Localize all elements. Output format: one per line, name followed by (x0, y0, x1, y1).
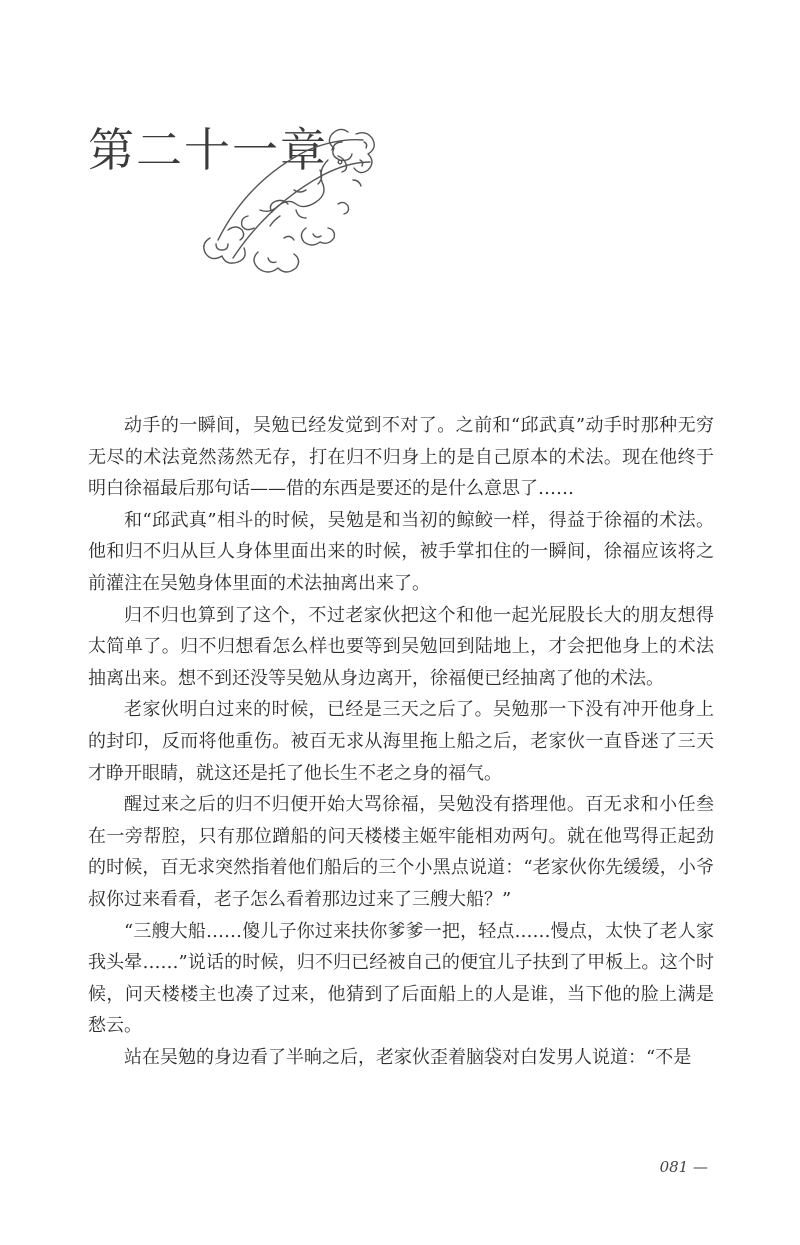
paragraph-4: 老家伙明白过来的时候，已经是三天之后了。吴勉那一下没有冲开他身上的封印，反而将他重伤。被百无求从海里拖上船之后，老家伙一直昏迷了三天才睁开眼睛，就这还是托了他长生不老之身的福气。 (88, 699, 714, 784)
chapter-body (88, 410, 714, 1073)
paragraph-7: 站在吴勉的身边看了半晌之后，老家伙歪着脑袋对白发男人说道：“不是 (124, 1046, 692, 1068)
page-number: 081 — (659, 1158, 708, 1176)
paragraph-1: 动手的一瞬间，吴勉已经发觉到不对了。之前和“邱武真”动手时那种无穷无尽的术法竟然荡然无存，打在归不归身上的是自己原本的术法。现在他终于明白徐福最后那句话——借的东西是要还的是什么意思了…… (88, 415, 714, 500)
paragraph-6: “三艘大船……傻儿子你过来扶你爹爹一把，轻点……慢点，太快了老人家我头晕……”说话的时候，归不归已经被自己的便宜儿子扶到了甲板上。这个时候，问天楼楼主也凑了过来，他猜到了后面船上的人是谁，当下他的脸上满是愁云。 (88, 920, 714, 1037)
chapter-title: 第二十一章 (88, 123, 328, 177)
paragraph-3: 归不归也算到了这个，不过老家伙把这个和他一起光屁股长大的朋友想得太简单了。归不归想看怎么样也要等到吴勉回到陆地上，才会把他身上的术法抽离出来。想不到还没等吴勉从身边离开，徐福便已经抽离了他的术法。 (88, 604, 714, 689)
cloud-dragon-icon (188, 120, 388, 280)
paragraph-2: 和“邱武真”相斗的时候，吴勉是和当初的鲸鲛一样，得益于徐福的术法。他和归不归从巨人身体里面出来的时候，被手掌扣住的一瞬间，徐福应该将之前灌注在吴勉身体里面的术法抽离出来了。 (88, 509, 714, 594)
paragraph-5: 醒过来之后的归不归便开始大骂徐福，吴勉没有搭理他。百无求和小任叁在一旁帮腔，只有那位蹭船的问天楼楼主姬牢能相劝两句。就在他骂得正起劲的时候，百无求突然指着他们船后的三个小黑点说道：“老家伙你先缓缓，小爷叔你过来看看，老子怎么看着那边过来了三艘大船？” (88, 794, 714, 910)
